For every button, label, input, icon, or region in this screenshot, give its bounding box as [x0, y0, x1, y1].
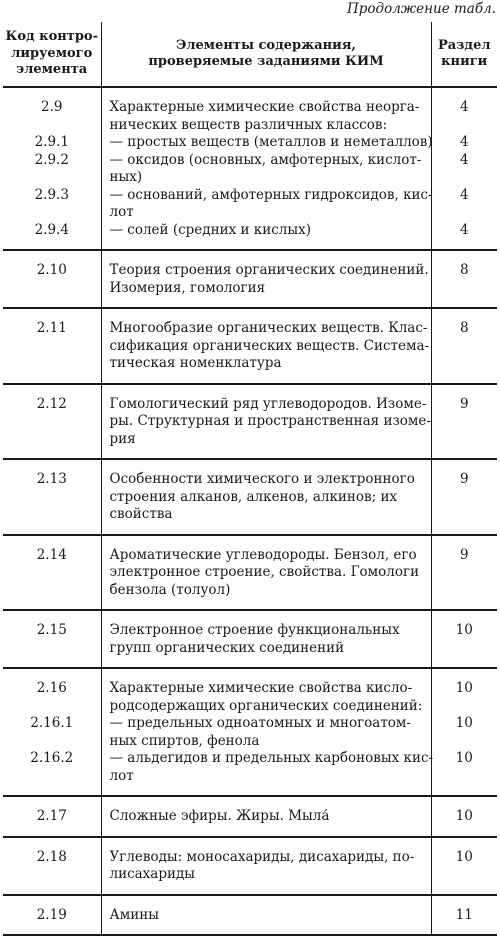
- description-line: — оснований, амфотерных гидроксидов, кис-: [109, 186, 433, 203]
- element-description-cell: [101, 796, 431, 837]
- section-number: 8: [459, 262, 469, 278]
- description-line: Изомерия, гомология: [109, 279, 266, 296]
- description-line: лот: [109, 767, 134, 784]
- description-line: нических веществ различных классов:: [109, 116, 388, 133]
- section-number: 9: [459, 395, 469, 412]
- element-code: 2.9: [41, 99, 63, 115]
- table-header-row: [3, 22, 497, 87]
- table-row: [3, 837, 497, 895]
- header-elements: Элементы содержания, проверяемые заданиями КИМ: [101, 22, 431, 87]
- description-line: — простых веществ (металлов и неметаллов): [109, 134, 433, 150]
- section-number: 10: [455, 715, 473, 731]
- description-line: Характерные химические свойства кисло-: [109, 680, 413, 696]
- description-line: электронное строение, свойства. Гомологи: [109, 564, 420, 580]
- section-number: 9: [459, 471, 469, 487]
- table-row: [3, 668, 497, 796]
- header-code: Код контро- лируемого элемента: [3, 22, 101, 87]
- element-description-cell: [101, 668, 434, 796]
- section-number: 4: [459, 186, 469, 203]
- section-number: 9: [459, 546, 469, 563]
- section-number: 10: [455, 680, 473, 696]
- description-line: лисахариды: [109, 866, 196, 882]
- element-code: 2.9.2: [34, 151, 69, 168]
- table-row: [3, 610, 497, 668]
- element-code: 2.18: [36, 848, 67, 865]
- section-number: 10: [455, 750, 473, 766]
- description-line: рия: [109, 430, 136, 447]
- element-code-cell: [3, 610, 101, 668]
- element-description-cell: [101, 895, 431, 936]
- element-code: 2.9.4: [34, 221, 69, 238]
- description-line: Особенности химического и электронного: [109, 471, 415, 487]
- table-row: [3, 895, 497, 936]
- element-code: 2.19: [36, 906, 67, 923]
- element-code: 2.9.1: [34, 134, 69, 150]
- element-code-cell: [3, 837, 101, 895]
- table-row: [3, 535, 497, 611]
- table-row: [3, 796, 497, 837]
- element-code: 2.13: [36, 471, 67, 487]
- element-code-cell: [3, 796, 101, 837]
- element-description-cell: [101, 308, 431, 384]
- element-code: 2.16: [36, 680, 67, 696]
- description-line: лот: [109, 204, 134, 220]
- book-section-cell: [431, 250, 497, 308]
- description-line: сификация органических веществ. Система-: [109, 337, 430, 354]
- description-line: — оксидов (основных, амфотерных, кислот-: [109, 151, 422, 168]
- description-line: бензола (толуол): [109, 581, 231, 598]
- description-line: Углеводы: моносахариды, дисахариды, по-: [109, 848, 415, 865]
- description-line: Амины: [109, 906, 159, 923]
- section-number: 4: [459, 99, 469, 115]
- element-description-cell: [101, 610, 431, 668]
- description-line: групп органических соединений: [109, 639, 345, 656]
- book-section-cell: [431, 668, 497, 796]
- table-continuation-caption: Продолжение табл.: [346, 1, 496, 17]
- element-code: 2.14: [36, 546, 67, 563]
- element-code-cell: [3, 668, 101, 796]
- content-elements-table: [3, 22, 497, 936]
- header-section: Раздел книги: [431, 22, 497, 87]
- element-description-cell: [101, 250, 431, 308]
- book-section-cell: [431, 459, 497, 535]
- book-section-cell: [431, 895, 497, 936]
- element-code: 2.10: [36, 262, 67, 278]
- element-code: 2.9.3: [34, 186, 69, 203]
- element-description-cell: [101, 459, 431, 535]
- section-number: 8: [459, 320, 469, 336]
- description-line: Сложные эфиры. Жиры. Мыла́: [109, 808, 330, 824]
- description-line: свойства: [109, 506, 173, 522]
- element-code: 2.15: [36, 622, 67, 638]
- element-code-cell: [3, 308, 101, 384]
- description-line: Гомологический ряд углеводородов. Изоме-: [109, 395, 427, 412]
- element-description-cell: [101, 535, 431, 611]
- section-number: 4: [459, 134, 469, 150]
- element-code-cell: [3, 250, 101, 308]
- book-section-cell: [431, 308, 497, 384]
- book-section-cell: [431, 796, 497, 837]
- element-code-cell: [3, 895, 101, 936]
- book-section-cell: [431, 837, 497, 895]
- element-description-cell: [101, 87, 431, 250]
- table-row: [3, 87, 497, 250]
- description-line: Характерные химические свойства неорга-: [109, 99, 420, 115]
- section-number: 10: [455, 848, 473, 865]
- table-row: [3, 250, 497, 308]
- book-section-cell: [431, 610, 497, 668]
- description-line: Теория строения органических соединений.: [109, 262, 429, 278]
- section-number: 4: [459, 221, 469, 238]
- section-number: 4: [459, 151, 469, 168]
- element-code: 2.11: [36, 320, 67, 336]
- element-code-cell: [3, 87, 101, 250]
- element-description-cell: [101, 384, 431, 460]
- description-line: — предельных одноатомных и многоатом-: [109, 715, 411, 731]
- description-line: Многообразие органических веществ. Клас-: [109, 320, 428, 336]
- description-line: тическая номенклатура: [109, 355, 282, 371]
- description-line: ных): [109, 169, 143, 185]
- description-line: Ароматические углеводороды. Бензол, его: [109, 546, 417, 563]
- section-number: 10: [455, 622, 473, 638]
- element-code-cell: [3, 384, 101, 460]
- table-row: [3, 308, 497, 384]
- description-line: ры. Структурная и пространственная изоме-: [109, 413, 431, 429]
- element-code: 2.16.2: [30, 750, 74, 766]
- element-code: 2.17: [36, 808, 67, 824]
- table-row: [3, 384, 497, 460]
- element-description-cell: [101, 837, 431, 895]
- section-number: 11: [455, 906, 473, 923]
- element-code-cell: [3, 535, 101, 611]
- book-section-cell: [431, 384, 497, 460]
- description-line: ных спиртов, фенола: [109, 732, 260, 749]
- book-section-cell: [431, 87, 497, 250]
- table-row: [3, 459, 497, 535]
- description-line: — альдегидов и предельных карбоновых кис-: [109, 750, 434, 766]
- description-line: строения алканов, алкенов, алкинов; их: [109, 488, 398, 505]
- book-section-cell: [431, 535, 497, 611]
- element-code-cell: [3, 459, 101, 535]
- section-number: 10: [455, 808, 473, 824]
- description-line: — солей (средних и кислых): [109, 221, 311, 238]
- element-code: 2.12: [36, 395, 67, 412]
- element-code: 2.16.1: [30, 715, 74, 731]
- description-line: родсодержащих органических соединений:: [109, 697, 423, 714]
- description-line: Электронное строение функциональных: [109, 622, 400, 638]
